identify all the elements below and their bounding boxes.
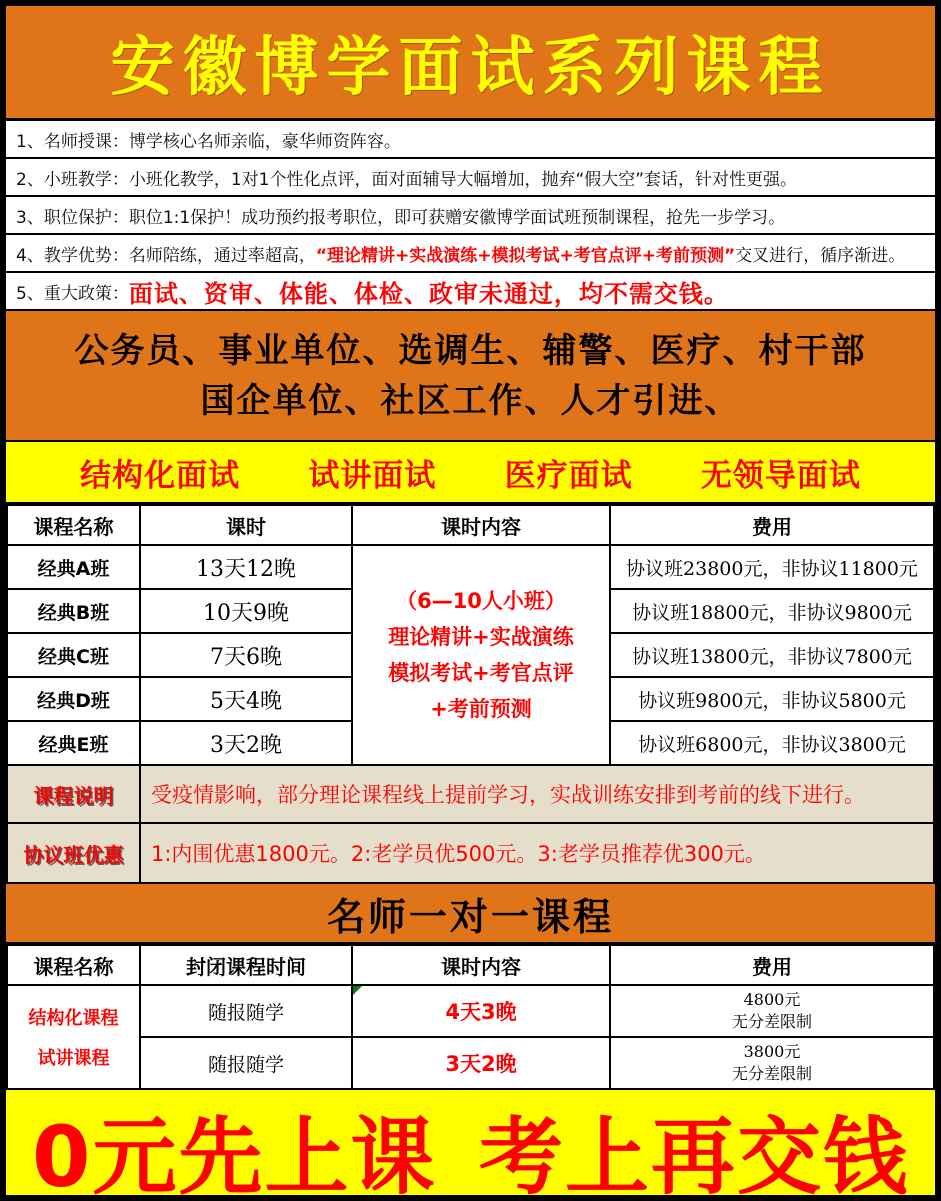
hours-cell (352, 1037, 610, 1089)
one-on-one-title: 名师一对一课程 (326, 894, 614, 939)
feature-text: 5、重大政策： (16, 283, 129, 304)
fee-cell (610, 985, 934, 1037)
audience-banner (6, 311, 935, 442)
title-banner (6, 6, 935, 121)
content-line: 理论精讲+实战演练 (388, 625, 574, 649)
slogan-left: 0元先上课 (32, 1108, 437, 1201)
table-row (7, 545, 934, 589)
column-header-hours: 课时 (140, 505, 352, 545)
feature-item-5 (6, 273, 935, 311)
feature-highlight: 面试、资审、体能、体检、政审未通过，均不需交钱。 (128, 279, 729, 308)
one-on-one-course-names-cell (7, 985, 140, 1089)
schedule-cell: 随报随学 (140, 985, 352, 1037)
content-line: 模拟考试+考官点评 (388, 661, 574, 685)
course-name-cell: 经典E班 (7, 721, 140, 765)
schedule-cell: 随报随学 (140, 1037, 352, 1089)
content-line: （6—10人小班） (396, 589, 566, 613)
course-name-structured: 结构化课程 (28, 1008, 119, 1029)
discount-note-row (7, 823, 934, 883)
interview-type-structured: 结构化面试 (80, 457, 241, 494)
feature-list (6, 121, 935, 311)
hours-cell (352, 985, 610, 1037)
fee-cell (610, 1037, 934, 1089)
fee-condition: 无分差限制 (731, 1064, 812, 1083)
course-note-row (7, 765, 934, 823)
feature-highlight: “理论精讲+实战演练+模拟考试+考官点评+考前预测” (315, 245, 736, 266)
feature-text: 4、教学优势：名师陪练，通过率超高， (16, 245, 316, 266)
feature-text: 3、职位保护：职位1:1保护！成功预约报考职位，即可获赠安徽博学面试班预制课程，抢先一步学习。 (16, 207, 786, 228)
note-text: 受疫情影响，部分理论课程线上提前学习，实战训练安排到考前的线下进行。 (140, 765, 934, 823)
slogan-right: 考上再交钱 (478, 1108, 909, 1201)
course-table (6, 504, 935, 884)
column-header-content: 课时内容 (352, 945, 610, 985)
column-header-fee: 费用 (610, 505, 934, 545)
interview-type-medical: 医疗面试 (504, 457, 633, 494)
note-label: 协议班优惠 (7, 823, 140, 883)
course-content-cell (352, 545, 610, 765)
page-title: 安徽博学面试系列课程 (110, 30, 831, 105)
course-name-cell: 经典D班 (7, 677, 140, 721)
footer-slogan-banner (6, 1090, 935, 1201)
cell-corner-marker (353, 986, 362, 995)
interview-type-lecture: 试讲面试 (308, 457, 437, 494)
note-label: 课程说明 (7, 765, 140, 823)
course-fee-cell: 协议班18800元，非协议9800元 (610, 589, 934, 633)
content-line: +考前预测 (430, 697, 532, 721)
feature-item-2 (6, 159, 935, 197)
note-text: 1:内围优惠1800元。2:老学员优500元。3:老学员推荐优300元。 (140, 823, 934, 883)
feature-text-tail: 交叉进行，循序渐进。 (735, 245, 906, 266)
column-header-course-name: 课程名称 (7, 505, 140, 545)
fee-condition: 无分差限制 (731, 1012, 812, 1031)
course-hours-cell: 13天12晚 (140, 545, 352, 589)
hours-value: 3天2晚 (445, 1052, 517, 1076)
course-fee-cell: 协议班6800元，非协议3800元 (610, 721, 934, 765)
table-row (7, 1037, 934, 1089)
course-hours-cell: 7天6晚 (140, 633, 352, 677)
feature-item-3 (6, 197, 935, 235)
column-header-schedule: 封闭课程时间 (140, 945, 352, 985)
column-header-fee: 费用 (610, 945, 934, 985)
interview-types-banner (6, 442, 935, 504)
feature-text: 1、名师授课：博学核心名师亲临，豪华师资阵容。 (16, 131, 401, 152)
course-hours-cell: 10天9晚 (140, 589, 352, 633)
column-header-course-name: 课程名称 (7, 945, 140, 985)
hours-value: 4天3晚 (445, 1000, 517, 1024)
interview-type-leaderless: 无领导面试 (700, 457, 861, 494)
course-name-cell: 经典A班 (7, 545, 140, 589)
fee-amount: 4800元 (743, 990, 801, 1009)
course-name-lecture: 试讲课程 (37, 1048, 110, 1069)
course-name-cell: 经典B班 (7, 589, 140, 633)
feature-text: 2、小班教学：小班化教学，1对1个性化点评，面对面辅导大幅增加，抛弃“假大空”套话，针对性更强。 (16, 169, 798, 190)
one-on-one-header-row (7, 945, 934, 985)
audience-line-2: 国企单位、社区工作、人才引进、 (200, 380, 741, 421)
course-fee-cell: 协议班9800元，非协议5800元 (610, 677, 934, 721)
feature-item-4 (6, 235, 935, 273)
table-row (7, 985, 934, 1037)
course-fee-cell: 协议班13800元，非协议7800元 (610, 633, 934, 677)
course-name-cell: 经典C班 (7, 633, 140, 677)
course-hours-cell: 5天4晚 (140, 677, 352, 721)
column-header-content: 课时内容 (352, 505, 610, 545)
audience-line-1: 公务员、事业单位、选调生、辅警、医疗、村干部 (74, 330, 867, 371)
course-table-header-row (7, 505, 934, 545)
course-hours-cell: 3天2晚 (140, 721, 352, 765)
one-on-one-table (6, 944, 935, 1090)
one-on-one-banner (6, 884, 935, 944)
fee-amount: 3800元 (743, 1042, 801, 1061)
course-fee-cell: 协议班23800元，非协议11800元 (610, 545, 934, 589)
feature-item-1 (6, 121, 935, 159)
